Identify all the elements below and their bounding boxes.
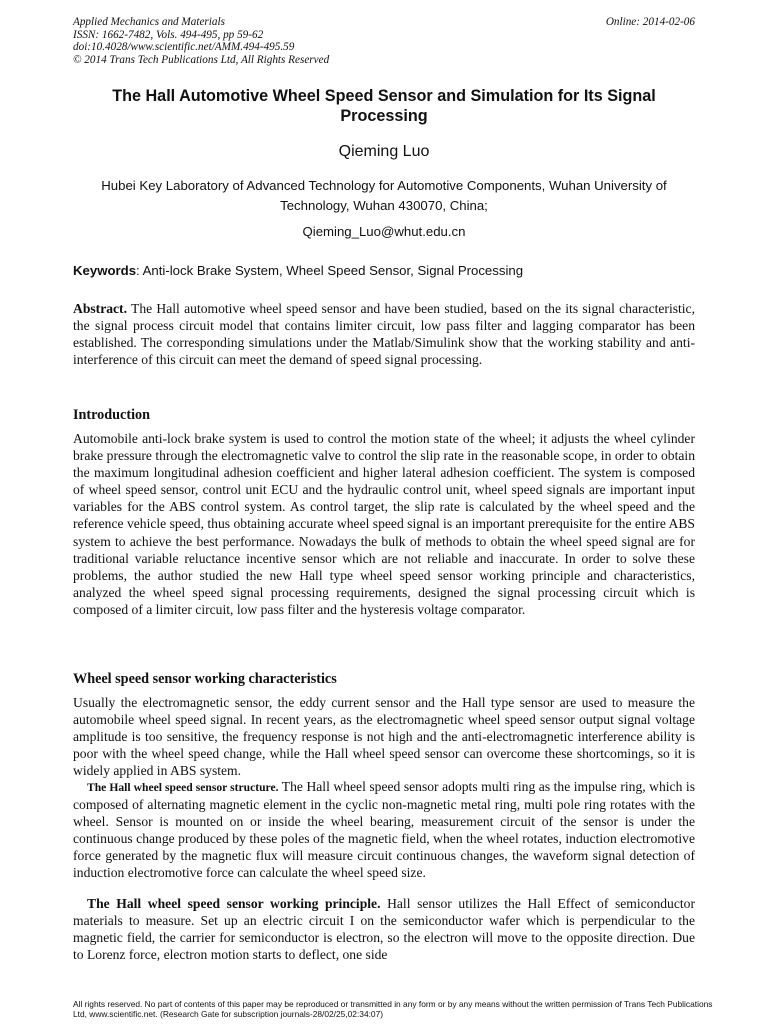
principle-text: Hall sensor utilizes the Hall Effect of semiconductor materials to measure. Set up an electric circuit I on the semiconductor wafer which is perpendicular to the magnetic field, the carrier for semiconductor is electron, so the electron will move to the opposite direction. Due to Lorenz force, electron motion starts to deflect, one side bbox=[73, 896, 695, 963]
structure-lead: The Hall wheel speed sensor structure. bbox=[87, 781, 279, 794]
keywords-line bbox=[73, 261, 695, 281]
keywords-label: Keywords bbox=[73, 263, 137, 278]
keywords-list: : Anti-lock Brake System, Wheel Speed Sensor, Signal Processing bbox=[136, 263, 524, 278]
author-email: Qieming_Luo@whut.edu.cn bbox=[302, 224, 466, 239]
section-heading-wheel-speed: Wheel speed sensor working characteristics bbox=[73, 671, 337, 687]
principle-lead: The Hall wheel speed sensor working principle. bbox=[87, 896, 381, 911]
abstract bbox=[73, 300, 695, 368]
journal-doi: doi:10.4028/www.scientific.net/AMM.494-495.59 bbox=[73, 41, 295, 54]
paper-title: The Hall Automotive Wheel Speed Sensor and Simulation for Its Signal Processing bbox=[112, 87, 656, 125]
author-affiliation: Hubei Key Laboratory of Advanced Technology for Automotive Components, Wuhan University of Technology, Wuhan 430070, China; bbox=[101, 178, 667, 213]
abstract-label: Abstract. bbox=[73, 301, 127, 316]
wheel-paragraph-principle bbox=[73, 895, 695, 963]
introduction-paragraph: Automobile anti-lock brake system is used to control the motion state of the wheel; it adjusts the wheel cylinder brake pressure through the electromagnetic valve to control the slip rate in the reasonable scope, in order to obtain the maximum longitudinal adhesion coefficient and higher lateral adhesion coefficient. The system is composed of wheel speed sensor, control unit ECU and the hydraulic control unit, wheel speed signals are important input variables for the ABS control system. As control target, the slip rate is calculated by the wheel speed and the reference vehicle speed, thus obtaining accurate wheel speed signal is an important prerequisite for the entire ABS system to achieve the best performance. Nowadays the bulk of methods to obtain the wheel speed signal are for traditional variable reluctance incentive sensor which are not reliable and inaccurate. In order to solve these problems, the author studied the new Hall type wheel speed sensor working principle and characteristics, analyzed the wheel speed signal processing requirements, designed the signal processing circuit which is composed of a limiter circuit, low pass filter and the hysteresis voltage comparator. bbox=[73, 431, 695, 617]
wheel-paragraph-1: Usually the electromagnetic sensor, the eddy current sensor and the Hall type sensor are used to measure the automobile wheel speed signal. In recent years, as the electromagnetic wheel speed sensor output signal voltage amplitude is too sensitive, the frequency response is not high and the anti-electromagnetic interference ability is poor with the wheel speed change, while the Hall wheel speed sensor can overcome these shortcomings, so it is widely applied in ABS system. bbox=[73, 695, 695, 779]
author-name: Qieming Luo bbox=[338, 143, 430, 160]
online-date: Online: 2014-02-06 bbox=[605, 16, 695, 28]
structure-text: The Hall wheel speed sensor adopts multi ring as the impulse ring, which is composed of alternating magnetic element in the cyclic non-magnetic metal ring, multi pole ring rotates with the wheel. Sensor is mounted on or inside the wheel bearing, measurement circuit of the sensor is under the continuous change produced by these poles of the magnetic field, when the wheel rotates, induction electromotive force generated by the magnetic flux will measure circuit continuous changes, the waveform signal detection of induction electromotive force can calculate the wheel speed size. bbox=[73, 779, 695, 881]
wheel-paragraph-structure bbox=[73, 778, 695, 882]
journal-info bbox=[73, 16, 329, 66]
journal-copyright: © 2014 Trans Tech Publications Ltd, All Rights Reserved bbox=[73, 53, 330, 66]
abstract-text: The Hall automotive wheel speed sensor and have been studied, based on the its signal characteristic, the signal process circuit model that contains limiter circuit, low pass filter and lagging comparator has been established. The corresponding simulations under the Matlab/Simulink show that the working stability and anti-interference of this circuit can meet the demand of speed signal processing. bbox=[73, 301, 695, 368]
footer-rights-note: All rights reserved. No part of contents of this paper may be reproduced or transmitted in any form or by any means without the written permission of Trans Tech Publications Ltd, www.scientific.net. (Research Gate for subscription journals-28/02/25,02:34:07) bbox=[73, 999, 713, 1019]
section-heading-introduction: Introduction bbox=[73, 407, 150, 423]
journal-name: Applied Mechanics and Materials bbox=[73, 16, 225, 28]
journal-issn: ISSN: 1662-7482, Vols. 494-495, pp 59-62 bbox=[73, 28, 264, 41]
